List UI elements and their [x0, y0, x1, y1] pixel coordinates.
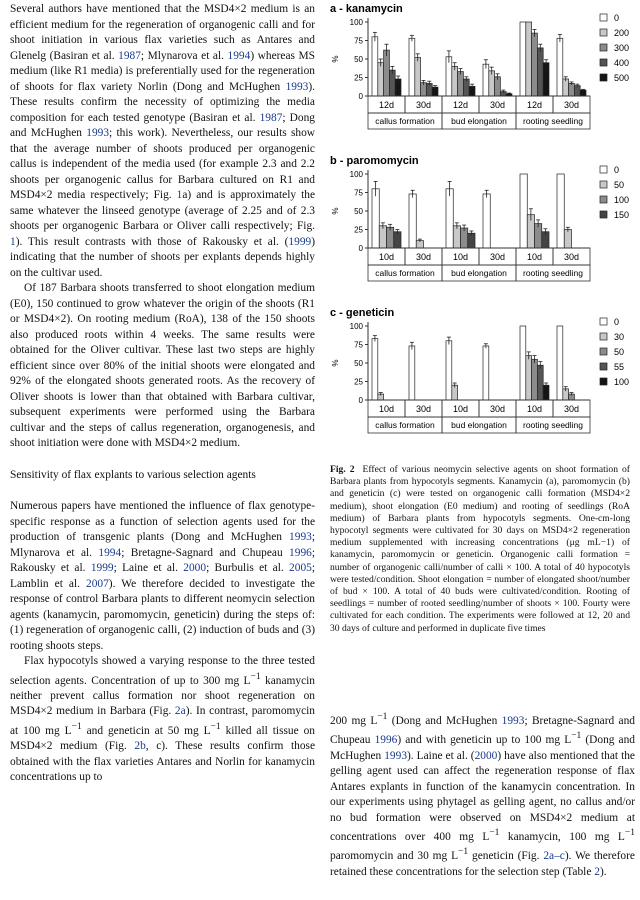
chart-geneticin: [330, 304, 635, 456]
citation[interactable]: 1993: [86, 127, 110, 139]
chart-title: b - paromomycin: [330, 155, 419, 167]
citation[interactable]: 2005: [289, 562, 312, 574]
figure-caption: [330, 464, 630, 635]
legend-swatch: [600, 378, 607, 385]
citation[interactable]: 1987: [118, 49, 141, 62]
legend-label: 30: [614, 332, 625, 342]
bar-0-4: [520, 174, 527, 248]
bar-200-3: [489, 71, 495, 96]
legend-swatch: [600, 348, 607, 355]
bar-0-1: [409, 346, 415, 400]
bar-0-5: [557, 174, 564, 248]
citation[interactable]: 1993: [289, 531, 312, 543]
bar-0-3: [483, 194, 490, 248]
bar-0-4: [520, 22, 526, 96]
bar-400-5: [574, 86, 580, 96]
time-label: 30d: [415, 100, 432, 110]
citation[interactable]: 1996: [374, 734, 398, 747]
figure-link[interactable]: 2a–c: [543, 850, 565, 863]
y-tick-label: 50: [354, 55, 363, 64]
bar-0-2: [446, 341, 452, 400]
group-label: bud elongation: [451, 116, 507, 126]
legend-swatch: [600, 318, 607, 325]
group-label: rooting seedling: [522, 268, 584, 278]
citation[interactable]: 1987: [259, 111, 283, 124]
bar-100-2: [461, 228, 468, 248]
citation[interactable]: 1994: [227, 49, 251, 62]
bar-200-5: [563, 79, 569, 96]
citation[interactable]: 1999: [288, 235, 312, 248]
group-label: callus formation: [375, 116, 435, 126]
group-label: callus formation: [375, 268, 435, 278]
figure-link[interactable]: 2b: [134, 740, 146, 753]
bar-0-4: [520, 326, 526, 400]
bar-0-0: [372, 189, 379, 248]
group-label: rooting seedling: [522, 420, 584, 430]
citation[interactable]: 2000: [474, 749, 498, 762]
y-tick-label: 0: [358, 396, 363, 405]
legend-label: 0: [614, 317, 620, 327]
time-label: 10d: [378, 404, 395, 414]
time-label: 30d: [563, 252, 580, 262]
time-label: 10d: [452, 404, 469, 414]
y-tick-label: 50: [354, 359, 363, 368]
group-label: bud elongation: [451, 268, 507, 278]
paragraph-3: Numerous papers have mentioned the influence of flax genotype-specific response as a function of selection agents used for the production of transgenic plants (Dong and McHughen 1993; Mlynarova et al. 1994; Bretagne-Sagnard and Chupeau 1996; Rakousky et al. 1999; Laine et al. 2000; Burbulis et al. 2005; Lamblin et al. 2007). We therefore decided to investigate the response of control Barbara plants to different neomycin selection agents (kanamycin, paromomycin, geneticin) during the steps of: (1) regeneration of organogenic calli, (2) induction of buds and (3) rooting shoots steps.: [10, 500, 315, 652]
bar-100-0: [387, 227, 394, 248]
legend-label: 100: [614, 195, 630, 205]
time-label: 12d: [452, 100, 469, 110]
y-tick-label: 25: [354, 73, 363, 83]
legend-label: 55: [614, 362, 625, 372]
bar-300-4: [532, 33, 538, 96]
legend-label: 150: [614, 210, 630, 220]
time-label: 10d: [526, 404, 543, 414]
paragraph-4: Flax hypocotyls showed a varying response to the three tested selection agents. Concentration of up to 300 mg $L^{-1}$ kanamycin neither prevent callus formation nor shoot regeneration on MSD4×2 medium in Barbara (Fig. 2a). In contrast, paromomycin at 100 mg $L^{-1}$ and geneticin at 50 mg $L^{-1}$ killed all tissue on MSD4×2 medium (Fig. 2b, c). These results confirm those obtained with the flax varieties Antares and Norlin for kanamycin concentrations up to: [10, 655, 315, 784]
time-label: 30d: [415, 252, 432, 262]
caption-text: Effect of various neomycin selective agents on shoot formation of Barbara plants from hypocotyls segments. Kanamycin (a), paromomycin (b) and geneticin (c) were tested on organogenic calli formation (MSD4×2 medium), shoot elongation (E0 medium) and rooting of seedlings (RoA medium) of Barbara plants from hypocotyls segments. One-cm-long hypocotyl segments were cultivated for 30 days on MSD4×2 regeneration medium supplemented with increasing concentrations (μg mL−1) of kanamycin, paromomycin or geneticin. Organogenic calli formation = number of organogenic calli/number of calli × 100. A total of 40 hypocotyls were tested/condition. Shoot elongation = number of elongated shoot/number of bud × 100. A total of 40 buds were cultivated/condition. Rooting of seedlings = number of rooted seedling/number of shoots × 100. Fourty were cultivated for each condition. The experiments were followed at 12, 20 and 30 days of culture and performed in duplicate five times: [330, 464, 631, 634]
legend-swatch: [600, 29, 607, 36]
right-body-text: [330, 710, 635, 880]
bar-300-2: [458, 72, 464, 96]
time-label: 30d: [415, 404, 432, 414]
paragraph-5: 200 mg $L^{-1}$ (Dong and McHughen 1993; Bretagne-Sagnard and Chupeau 1996) and with geneticin up to 100 mg $L^{-1}$ (Dong and McHughen 1993). Laine et al. (2000) have also mentioned that the gelling agent used can affect the regeneration response of flax Antares explants in function of the kanamycin concentration. In our experiments using phytagel as gelling agent, no callus and/or no bud formation were observed on MSD4×2 medium at concentrations over 400 mg $L^{-1}$ kanamycin, 100 mg $L^{-1}$ paromomycin and 30 mg $L^{-1}$ geneticin (Fig. 2a–c). We therefore retained these concentrations for the selection step (Table 2).: [330, 712, 635, 878]
figure-link[interactable]: 1: [10, 235, 16, 248]
y-tick-label: 75: [354, 36, 363, 46]
bar-200-0: [378, 63, 384, 96]
bar-50-0: [379, 226, 386, 248]
y-tick-label: 100: [349, 18, 363, 27]
bar-30-2: [452, 385, 458, 400]
bar-0-3: [483, 64, 489, 96]
legend-swatch: [600, 74, 607, 81]
figure-label: Fig. 2: [330, 464, 355, 475]
y-tick-label: 100: [349, 322, 363, 331]
figure-link[interactable]: 1: [176, 189, 183, 201]
legend-swatch: [600, 59, 607, 66]
bar-0-0: [372, 37, 378, 96]
citation[interactable]: 1994: [98, 546, 122, 559]
time-label: 30d: [489, 404, 506, 414]
group-label: rooting seedling: [522, 116, 584, 126]
chart-kanamycin: [330, 0, 635, 152]
bar-200-2: [452, 66, 458, 96]
legend-label: 100: [614, 377, 630, 387]
time-label: 30d: [489, 252, 506, 262]
time-label: 10d: [378, 252, 395, 262]
bar-0-0: [372, 339, 378, 400]
bar-0-5: [557, 326, 563, 400]
legend-label: 200: [614, 28, 630, 38]
y-tick-label: 75: [354, 188, 363, 198]
bar-100-4: [543, 385, 549, 400]
bar-150-0: [394, 232, 401, 248]
legend-swatch: [600, 14, 607, 21]
citation[interactable]: 1993: [285, 80, 309, 93]
chart-kanamycin-svg: [330, 0, 635, 152]
legend-label: 50: [614, 347, 625, 357]
legend-swatch: [600, 44, 607, 51]
y-tick-label: 25: [354, 377, 363, 387]
citation[interactable]: 2007: [86, 577, 109, 590]
y-tick-label: 50: [354, 207, 363, 216]
y-axis-label: %: [331, 207, 340, 215]
bar-300-0: [384, 50, 390, 96]
legend-label: 500: [614, 73, 630, 83]
legend-swatch: [600, 166, 607, 173]
chart-paromomycin-svg: [330, 152, 635, 304]
legend-swatch: [600, 196, 607, 203]
bar-400-2: [463, 79, 469, 96]
citation[interactable]: 1996: [289, 546, 312, 559]
paragraph-2: Of 187 Barbara shoots transferred to shoot elongation medium (E0), 150 continued to grow whatever the origin of the shoots (R1 or MSD4×2). On rooting medium (RoA), 138 of the 150 shoots also produced roots within 4 weeks. The same results were obtained for the Oliver cultivar. These last two steps are highly efficient since over 80% of the initial shoots were elongated and 92% of the elongated shoots generated roots. As the recovery of Oliver shoots is lower than that obtained with Barbara cultivar, subsequent experiments were performed using the Barbara cultivar and the steps of callus regeneration, organogenesis, and shoot initiation were done with MSD4×2 medium.: [10, 282, 315, 449]
paragraph-1: Several authors have mentioned that the MSD4×2 medium is an efficient medium for the regeneration of organogenic calli and for shoot initiation in various flax varieties such as Antares and Glenelg (Basiran et al. 1987; Mlynarova et al. 1994) whereas MS medium (like R1 media) is preferentially used for the regeneration of shoots for flax variety Norlin (Dong and McHughen 1993). These results confirm the necessity of optimizing the media composition for each tested genotype (Basiran et al. 1987; Dong and McHughen 1993; this work). Nevertheless, our results show that the average number of shoots produced per organogenic callus is independent of the media used (for example 2.3 and 2.2 shoots per organogenic callus for Barbara cultured on R1 and MSD4×2 media respectively; Fig. 1a) and is approximately the same whatever the linseed genotype (average of 2.25 and of 2.3 shoots per organogenic Barbara or Oliver calli respectively; Fig. 1). This result contrasts with those of Rakousky et al. (1999) indicating that the number of shoots per explants depends highly on the cultivar used.: [10, 3, 316, 279]
y-tick-label: 0: [358, 92, 363, 101]
bar-55-4: [537, 365, 543, 400]
legend-label: 300: [614, 43, 630, 53]
chart-title: c - geneticin: [330, 307, 395, 319]
y-tick-label: 0: [358, 244, 363, 253]
legend-swatch: [600, 181, 607, 188]
legend-label: 0: [614, 13, 620, 23]
bar-500-4: [543, 63, 549, 96]
group-label: callus formation: [375, 420, 435, 430]
legend-label: 50: [614, 180, 625, 190]
y-axis-label: %: [331, 359, 340, 367]
bar-500-5: [580, 90, 586, 96]
y-tick-label: 75: [354, 340, 363, 350]
left-column: [10, 2, 315, 786]
table-link[interactable]: 2: [594, 865, 600, 878]
bar-400-0: [389, 70, 395, 96]
section-heading: Sensitivity of flax explants to various selection agents: [10, 468, 256, 481]
time-label: 30d: [563, 100, 580, 110]
y-tick-label: 25: [354, 225, 363, 235]
citation[interactable]: 1999: [90, 562, 114, 574]
legend-swatch: [600, 333, 607, 340]
group-label: bud elongation: [451, 420, 507, 430]
chart-geneticin-svg: [330, 304, 635, 456]
chart-title: a - kanamycin: [330, 3, 403, 15]
bar-200-1: [415, 58, 421, 96]
legend-label: 0: [614, 165, 620, 175]
legend-swatch: [600, 363, 607, 370]
bar-50-2: [453, 226, 460, 248]
bar-50-4: [532, 359, 538, 400]
bar-0-3: [483, 346, 489, 400]
time-label: 30d: [563, 404, 580, 414]
time-label: 10d: [526, 252, 543, 262]
bar-0-1: [409, 194, 416, 248]
time-label: 30d: [489, 100, 506, 110]
time-label: 10d: [452, 252, 469, 262]
time-label: 12d: [378, 100, 395, 110]
y-tick-label: 100: [349, 170, 363, 179]
legend-swatch: [600, 211, 607, 218]
figure-link[interactable]: 2a: [174, 705, 186, 718]
citation[interactable]: 2000: [183, 562, 207, 574]
bar-50-5: [564, 230, 571, 249]
citation[interactable]: 1993: [501, 714, 525, 727]
bar-200-4: [526, 22, 532, 96]
time-label: 12d: [526, 100, 543, 110]
bar-0-2: [446, 189, 453, 248]
bar-400-4: [537, 48, 543, 96]
citation[interactable]: 1993: [384, 749, 408, 762]
bar-30-4: [526, 356, 532, 400]
chart-paromomycin: [330, 152, 635, 304]
bar-0-5: [557, 38, 563, 96]
legend-label: 400: [614, 58, 630, 68]
bar-0-1: [409, 38, 415, 96]
y-axis-label: %: [331, 55, 340, 63]
bar-300-5: [569, 83, 575, 96]
